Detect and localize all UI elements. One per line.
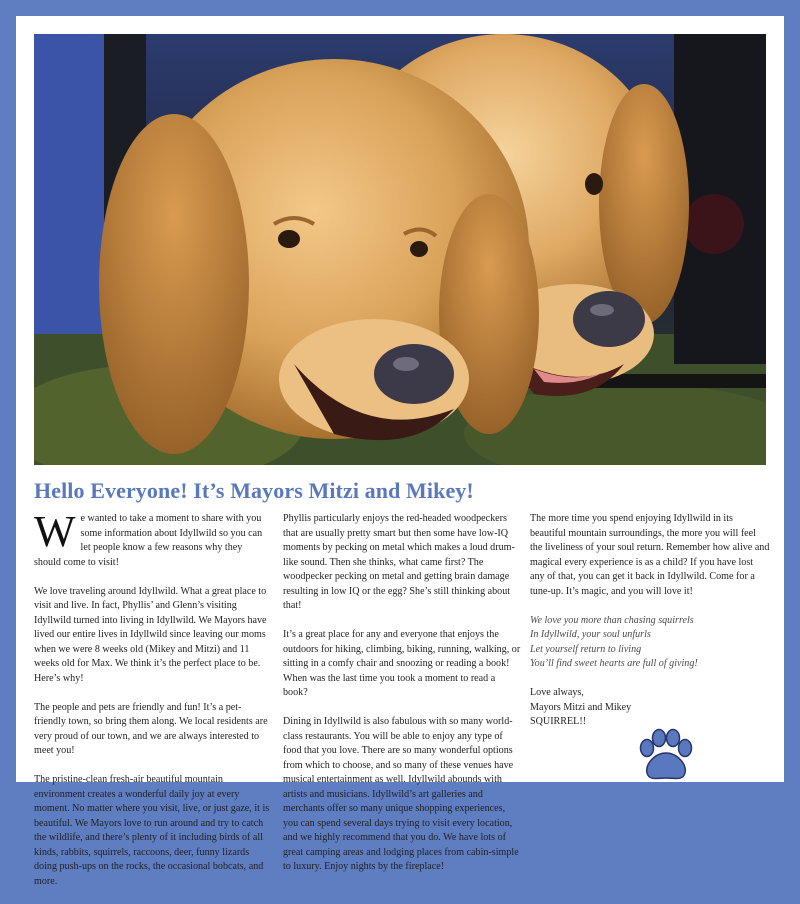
- drop-cap: W: [34, 507, 76, 556]
- headline: Hello Everyone! It’s Mayors Mitzi and Mikey!: [34, 478, 474, 503]
- signoff-names: Mayors Mitzi and Mikey: [530, 701, 632, 713]
- signoff: [530, 686, 770, 730]
- poem: [530, 614, 770, 672]
- paw-print-icon: [637, 728, 695, 784]
- column-3: [530, 512, 770, 730]
- paragraph-6: Dining in Idyllwild is also fabulous with so many world-class restaurants. You will be able to enjoy any type of food that you love. There are so many wonderful options from which to choose, and so many of these venues have musical entertainment as well. Idyllwild abounds with artists and musicians. Idyllwild’s art galleries and merchants offer so many unique shopping experiences, you can spend several days trying to visit every location, and we highly recommend that you do. We have lots of great camping areas and lodging places from cabin-simple to luxury. Enjoy nights by the fireplace!: [283, 716, 519, 872]
- column-1: [34, 507, 270, 904]
- paragraph-5: It’s a great place for any and everyone that enjoys the outdoors for hiking, climbing, biking, running, walking, or sitting in a comfy chair and snoozing or reading a book! When was the last time you took a moment to read a book?: [283, 629, 521, 698]
- signoff-squirrel: SQUIRREL!!: [530, 716, 587, 727]
- poem-line: You’ll find sweet hearts are full of giving!: [530, 658, 698, 669]
- paragraph-3: The pristine-clean fresh-air beautiful mountain environment creates a wonderful daily joy at every moment. No matter where you visit, live, or just gaze, it is beautiful. We Mayors love to run around and try to catch the wildlife, and there’s plenty of it including birds of all kinds, rabbits, squirrels, raccoons, deer, funny lizards doing push-ups on the rocks, the occasional bobcats, and more.: [34, 774, 270, 887]
- paragraph-4: Phyllis particularly enjoys the red-headed woodpeckers that are usually pretty smart but then some have low-IQ moments by pecking on metal which makes a loud drum-like sound. Then she thinks, what came first? The woodpecker pecking on metal and getting brain damage resulting in low IQ or the egg? She’s still thinking about that!: [283, 513, 515, 611]
- intro-text: e wanted to take a moment to share with you some information about Idyllwild so you can let people know a few reasons why they should come to visit!: [34, 513, 263, 568]
- intro-paragraph: [34, 507, 270, 570]
- column-2: [283, 512, 521, 889]
- newsletter-page: [16, 16, 784, 887]
- poem-line: We love you more than chasing squirrels: [530, 614, 694, 626]
- paragraph-7: The more time you spend enjoying Idyllwild in its beautiful mountain surroundings, the more you will feel the liveliness of your soul return. Remember how alive and magical every experience is as a child? If you have lost any of that, you can get it back in Idyllwild. Come for a tune-up. It’s magic, and you will love it!: [530, 513, 770, 597]
- poem-line: In Idyllwild, your soul unfurls: [530, 629, 651, 640]
- paragraph-2: The people and pets are friendly and fun! It’s a pet-friendly town, so bring them along. We local residents are very proud of our town, and we are always interested to meet you!: [34, 701, 268, 756]
- dogs-illustration: [34, 34, 766, 465]
- paragraph-1: We love traveling around Idyllwild. What a great place to visit and live. In fact, Phyllis’ and Glenn’s visiting Idyllwild turned into living in Idyllwild. We Mayors have lived our entire lives in Idyllwild since leaving our moms when we were 8 weeks old (Mikey and Mitzi) and 11 weeks old for Max. We think it’s the perfect place to be. Here’s why!: [34, 585, 267, 684]
- golden-retrievers-photo: [34, 34, 766, 465]
- signoff-greeting: Love always,: [530, 687, 584, 698]
- poem-line: Let yourself return to living: [530, 643, 642, 655]
